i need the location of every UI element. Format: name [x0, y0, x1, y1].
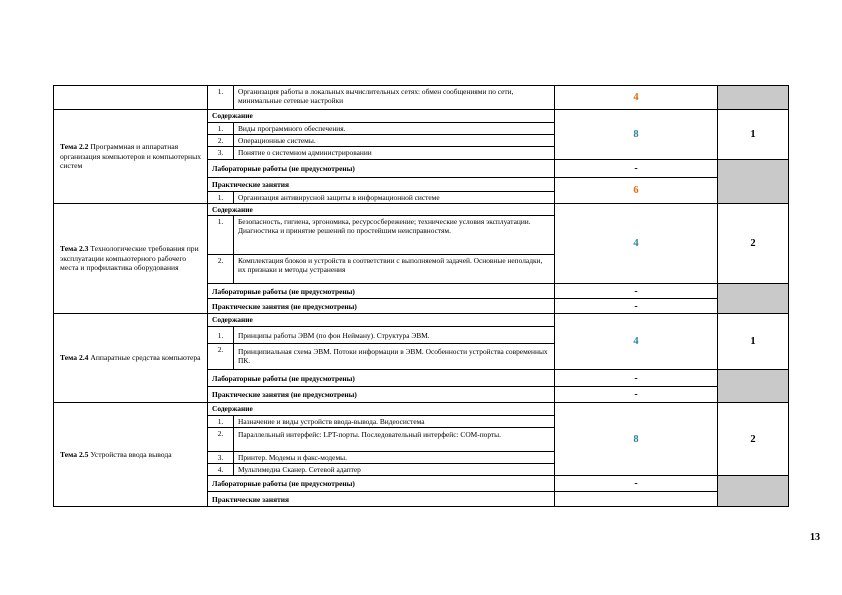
hours-value: 8	[554, 109, 718, 160]
content-header: Содержание	[207, 203, 555, 216]
topic-title: Тема 2.5	[60, 449, 89, 459]
practice-hours-value: -	[554, 298, 718, 314]
item-text: Назначение и виды устройств ввода-вывода. Видеосистема	[233, 415, 555, 428]
item-text: Организация антивирусной защиты в информационной системе	[233, 191, 555, 204]
content-header: Содержание	[207, 109, 555, 123]
level-cell-gray	[717, 159, 789, 204]
topic-title: Тема 2.3	[60, 244, 89, 254]
item-text: Безопасность, гигиена, эргономика, ресурсосбережение; технические условия эксплуатации. Диагностика и принятие решений по простейшим неисправностям.	[233, 215, 555, 255]
item-number: 1.	[207, 415, 234, 428]
lab-hours-value: -	[554, 369, 718, 387]
topic-name: Аппаратные средства компьютера	[90, 353, 201, 363]
topic-name: Технологические требования при эксплуатации компьютерного рабочего места и профилактика оборудования	[60, 244, 199, 273]
item-number: 4.	[207, 463, 234, 476]
level-value: 2	[717, 203, 789, 284]
topic-title: Тема 2.4	[60, 353, 89, 363]
lab-row-label: Лабораторные работы (не предусмотрены)	[207, 159, 555, 178]
item-number: 1.	[207, 85, 234, 110]
lab-hours-value: -	[554, 159, 718, 178]
lab-row-label: Лабораторные работы (не предусмотрены)	[207, 475, 555, 492]
item-text: Комплектация блоков и устройств в соответствии с выполняемой задачей. Основные неполадки, их признаки и методы устранения	[233, 254, 555, 284]
content-header: Содержание	[207, 313, 555, 327]
item-text: Принтер. Модемы и факс-модемы.	[233, 451, 555, 464]
item-number: 2.	[207, 343, 234, 370]
item-number: 1.	[207, 122, 234, 135]
level-cell-gray	[717, 283, 789, 314]
lab-hours-value: -	[554, 283, 718, 299]
item-number: 1.	[207, 326, 234, 344]
topic-name: Устройства ввода вывода	[90, 449, 172, 459]
practice-hours-value: 6	[554, 177, 718, 204]
level-value: 1	[717, 109, 789, 160]
topic-cell-empty	[53, 85, 208, 110]
lab-hours-value: -	[554, 475, 718, 492]
level-cell-gray	[717, 369, 789, 403]
hours-value: 4	[554, 85, 718, 110]
level-value: 2	[717, 402, 789, 476]
hours-value: 4	[554, 203, 718, 284]
practice-row-label: Практические занятия (не предусмотрены)	[207, 298, 555, 314]
item-text: Принципиальная схема ЭВМ. Потоки информации в ЭВМ. Особенности устройства современных ПК.	[233, 343, 555, 370]
item-number: 3.	[207, 146, 234, 160]
topic-cell-2-4	[53, 313, 208, 403]
topic-title: Тема 2.2	[60, 142, 89, 152]
item-number: 2.	[207, 134, 234, 147]
practice-row-label: Практические занятия (не предусмотрены)	[207, 386, 555, 403]
content-header: Содержание	[207, 402, 555, 416]
practice-row-label: Практические занятия	[207, 177, 555, 192]
item-number: 2.	[207, 427, 234, 452]
page-number: 13	[810, 532, 820, 543]
lab-row-label: Лабораторные работы (не предусмотрены)	[207, 283, 555, 299]
item-number: 1.	[207, 191, 234, 204]
level-cell-gray	[717, 85, 789, 110]
item-number: 1.	[207, 215, 234, 255]
practice-hours-value: -	[554, 386, 718, 403]
topic-cell-2-3	[53, 203, 208, 314]
item-text: Мультимедиа Сканер. Сетевой адаптер	[233, 463, 555, 476]
topic-cell-2-2	[53, 109, 208, 204]
practice-row-label: Практические занятия	[207, 491, 555, 507]
hours-value: 4	[554, 313, 718, 370]
item-number: 3.	[207, 451, 234, 464]
topic-cell-2-5	[53, 402, 208, 507]
lab-row-label: Лабораторные работы (не предусмотрены)	[207, 369, 555, 387]
hours-value: 8	[554, 402, 718, 476]
item-text: Организация работы в локальных вычислительных сетях: обмен сообщениями по сети, минимальные сетевые настройки	[233, 85, 555, 110]
item-text: Понятие о системном администрировании	[233, 146, 555, 160]
item-number: 2.	[207, 254, 234, 284]
item-text: Виды программного обеспечения.	[233, 122, 555, 135]
level-cell-gray	[717, 475, 789, 507]
level-value: 1	[717, 313, 789, 370]
item-text: Операционные системы.	[233, 134, 555, 147]
item-text: Параллельный интерфейс: LPT-порты. Последовательный интерфейс: СОМ-порты.	[233, 427, 555, 452]
item-text: Принципы работы ЭВМ (по фон Нейману). Структура ЭВМ.	[233, 326, 555, 344]
topic-name: Программная и аппаратная организация компьютеров и компьютерных систем	[60, 142, 201, 171]
practice-hours-empty	[554, 491, 718, 507]
